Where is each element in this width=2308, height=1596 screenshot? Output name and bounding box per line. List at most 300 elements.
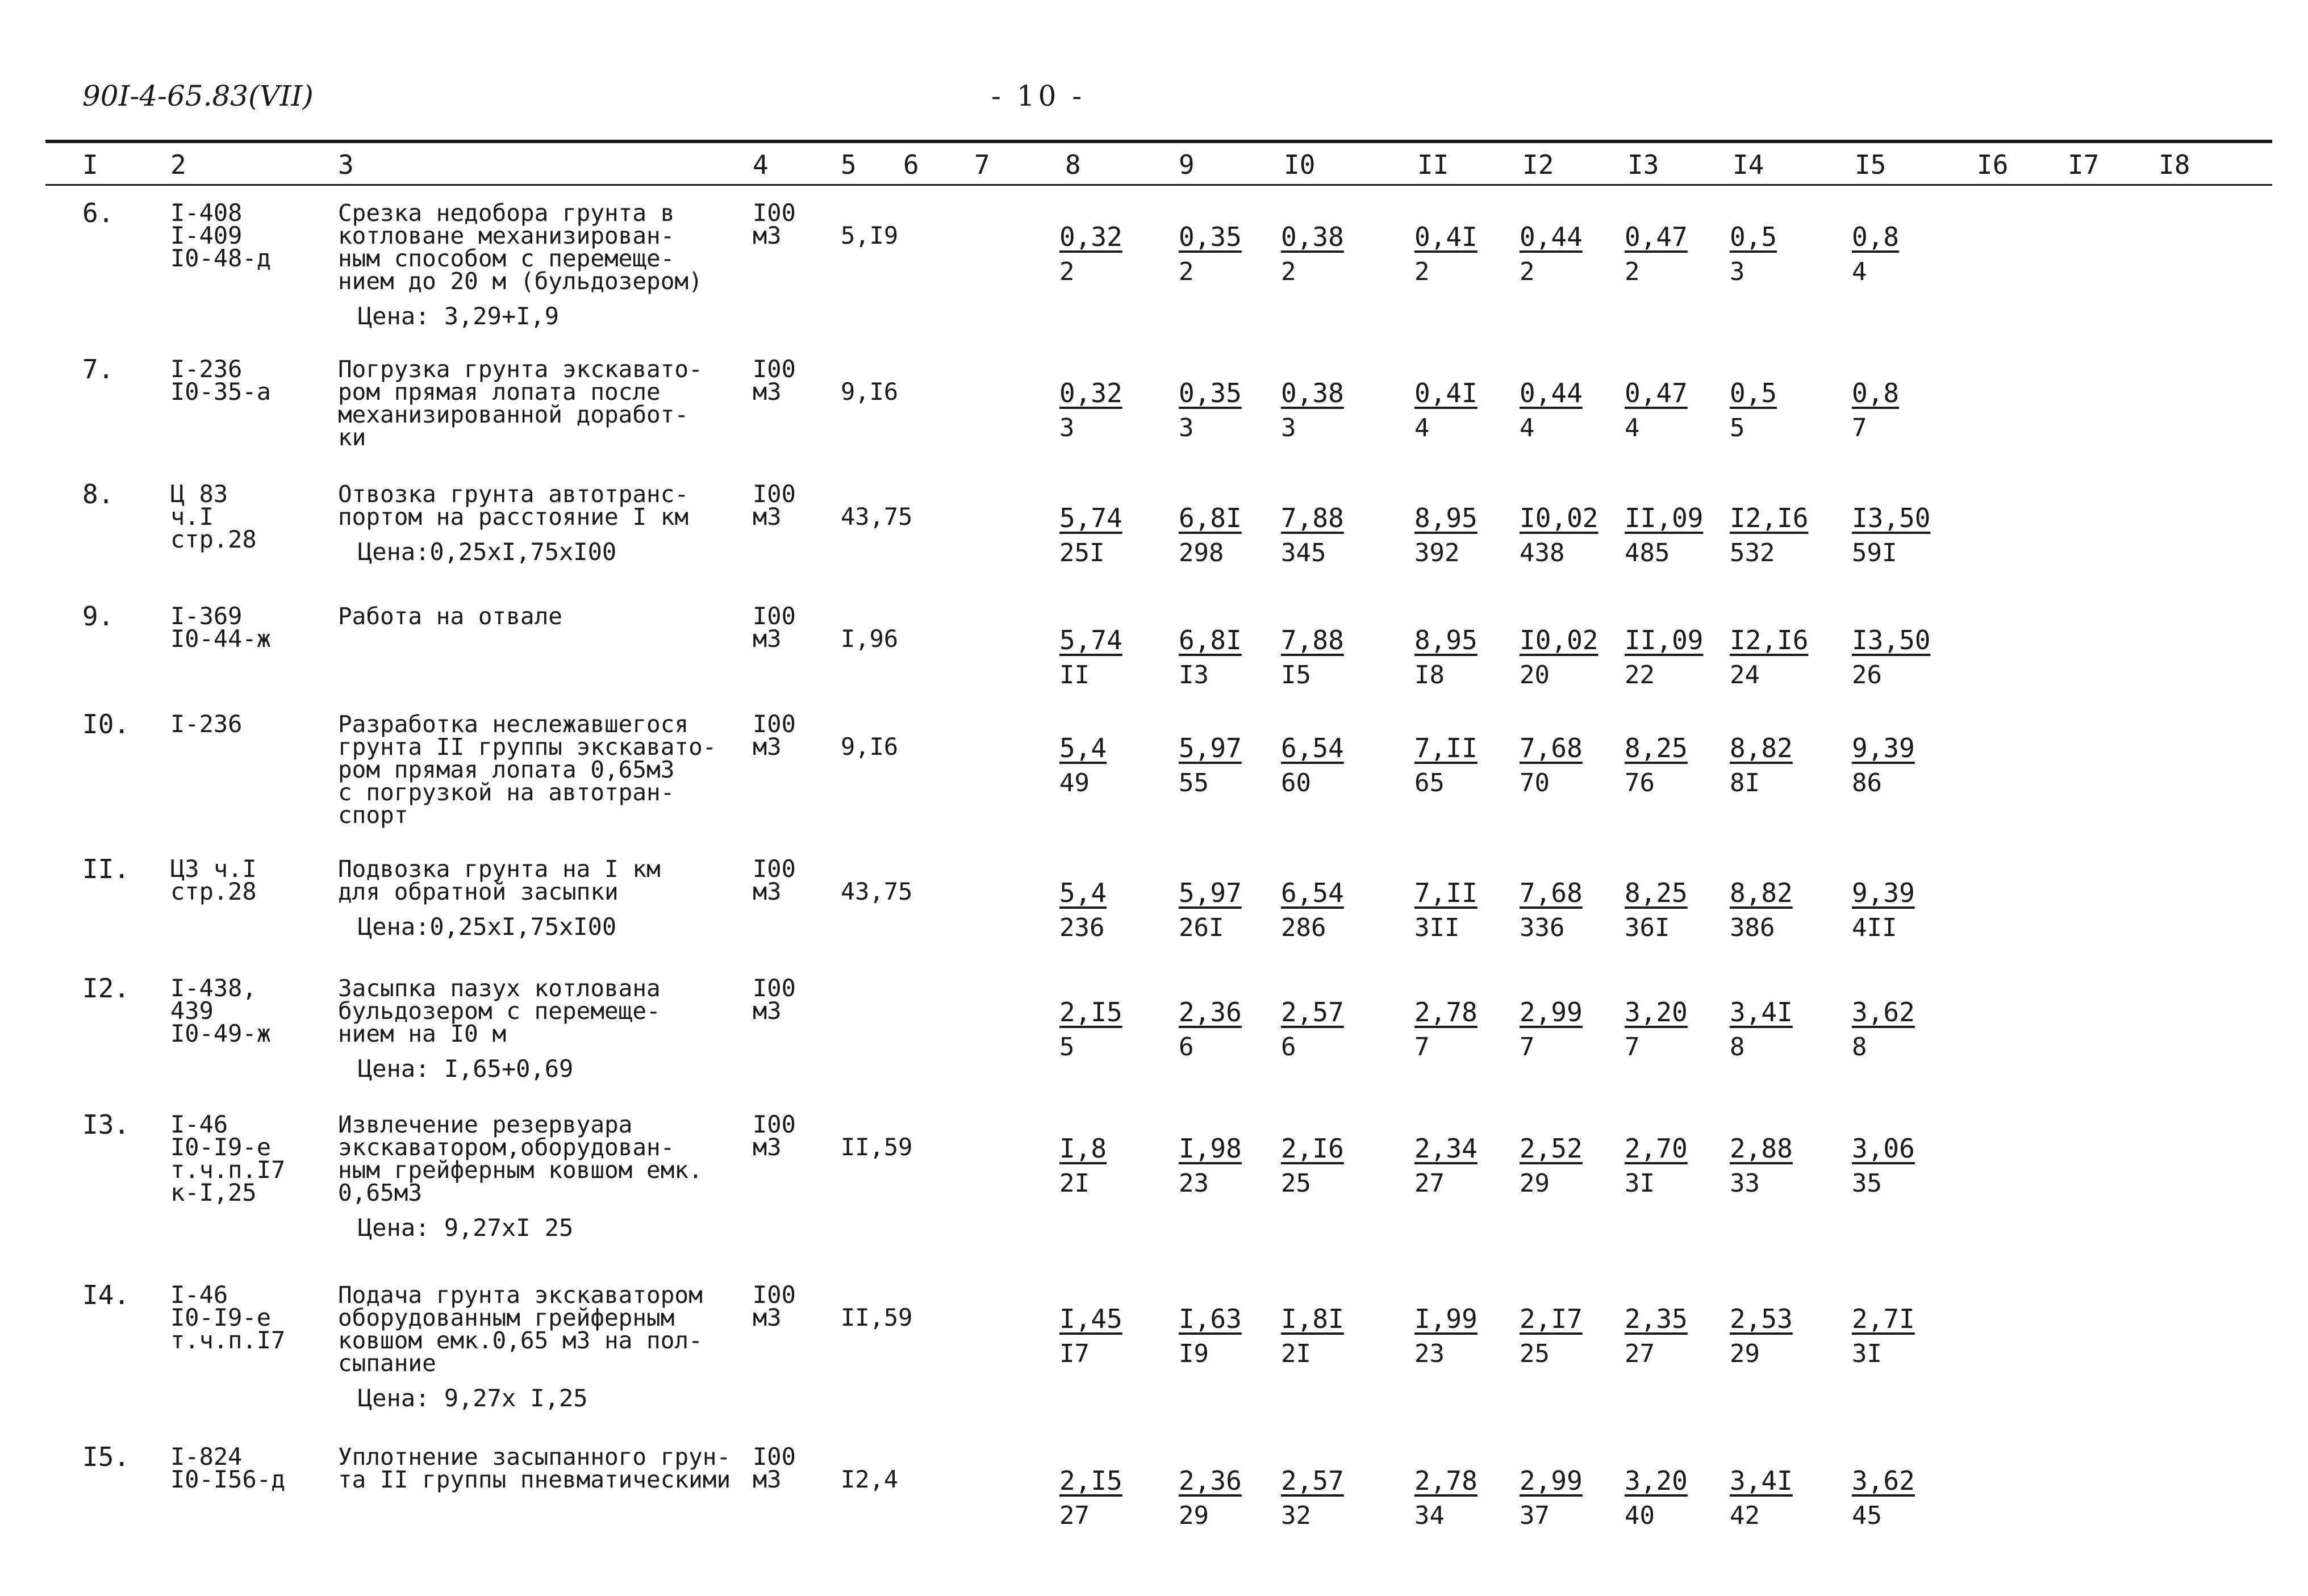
- quantity: II,59: [841, 1303, 913, 1331]
- value-bottom: 59I: [1852, 538, 1897, 567]
- norm-code: I-46 I0-I9-е т.ч.п.I7: [170, 1281, 286, 1354]
- value-pair: [1281, 1305, 1344, 1368]
- value-bottom: 27: [1625, 1339, 1655, 1368]
- value-top: 6,8I: [1179, 503, 1242, 533]
- value-bottom: 2: [1520, 257, 1535, 286]
- value-pair: [1059, 998, 1122, 1061]
- row-number: 8.: [82, 479, 114, 509]
- value-bottom: 386: [1730, 913, 1775, 942]
- column-header: I5: [1855, 149, 1887, 180]
- value-bottom: 29: [1179, 1501, 1209, 1530]
- work-description: Работа на отвале: [338, 603, 562, 630]
- value-top: 2,I5: [1059, 997, 1122, 1027]
- value-top: 2,78: [1414, 997, 1478, 1027]
- value-bottom: 298: [1179, 538, 1224, 567]
- price-formula: Цена:0,25хI,75хI00: [358, 913, 617, 941]
- value-bottom: 65: [1414, 768, 1445, 797]
- value-top: I0,02: [1520, 625, 1599, 655]
- value-bottom: 8: [1730, 1033, 1745, 1062]
- value-bottom: 36I: [1625, 913, 1670, 942]
- value-pair: [1059, 223, 1122, 286]
- value-top: 8,82: [1730, 878, 1793, 908]
- value-pair: [1730, 1467, 1793, 1530]
- value-pair: [1059, 1305, 1122, 1368]
- value-bottom: 55: [1179, 768, 1209, 797]
- norm-code: I-438, 439 I0-49-ж: [170, 974, 272, 1047]
- column-header: 4: [753, 149, 769, 180]
- value-bottom: 4: [1625, 413, 1640, 442]
- value-top: 0,5: [1730, 222, 1777, 252]
- value-pair: [1281, 1135, 1344, 1197]
- unit-of-measure: I00 м3: [753, 710, 796, 761]
- value-pair: [1059, 379, 1122, 442]
- value-pair: [1414, 504, 1478, 567]
- norm-code: Ц3 ч.I стр.28: [170, 855, 257, 905]
- value-top: 0,35: [1179, 222, 1242, 252]
- value-pair: [1179, 879, 1242, 942]
- column-header: 9: [1179, 149, 1195, 180]
- value-top: 0,4I: [1414, 222, 1478, 252]
- value-bottom: I3: [1179, 661, 1209, 690]
- value-bottom: 3: [1281, 413, 1296, 442]
- value-top: I,98: [1179, 1133, 1242, 1164]
- value-top: 3,4I: [1730, 997, 1793, 1027]
- value-top: 8,82: [1730, 733, 1793, 763]
- value-pair: [1179, 734, 1242, 797]
- value-pair: [1730, 998, 1793, 1061]
- value-bottom: 4: [1852, 257, 1867, 286]
- norm-code: I-236 I0-35-а: [170, 355, 272, 406]
- value-bottom: 76: [1625, 768, 1655, 797]
- value-top: 2,70: [1625, 1133, 1688, 1164]
- value-bottom: 392: [1414, 538, 1460, 567]
- value-pair: [1625, 223, 1688, 286]
- column-header: I2: [1522, 149, 1554, 180]
- value-top: 3,62: [1852, 997, 1915, 1027]
- value-pair: [1625, 734, 1688, 797]
- value-pair: [1179, 223, 1242, 286]
- value-pair: [1179, 1135, 1242, 1197]
- value-top: I0,02: [1520, 503, 1599, 533]
- value-pair: [1520, 1305, 1583, 1368]
- value-pair: [1852, 1305, 1915, 1368]
- value-bottom: 23: [1414, 1339, 1445, 1368]
- value-top: 2,57: [1281, 1465, 1344, 1496]
- value-top: 0,8: [1852, 222, 1900, 252]
- value-top: 2,34: [1414, 1133, 1478, 1164]
- value-pair: [1414, 626, 1478, 689]
- work-description: Извлечение резервуара экскаватором,оборудован- ным грейферным ковшом емк. 0,65м3: [338, 1111, 703, 1206]
- value-pair: [1520, 379, 1583, 442]
- column-header: 3: [338, 149, 354, 180]
- column-header: 5: [841, 149, 857, 180]
- value-bottom: 7: [1520, 1033, 1535, 1062]
- value-pair: [1281, 504, 1344, 567]
- unit-of-measure: I00 м3: [753, 1281, 796, 1331]
- value-bottom: 485: [1625, 538, 1670, 567]
- value-bottom: 27: [1059, 1501, 1090, 1530]
- value-top: 8,25: [1625, 878, 1688, 908]
- row-number: I5.: [82, 1442, 130, 1472]
- value-top: 3,62: [1852, 1465, 1915, 1496]
- column-header: I3: [1627, 149, 1659, 180]
- value-bottom: 40: [1625, 1501, 1655, 1530]
- value-bottom: 3II: [1414, 913, 1460, 942]
- value-top: I2,I6: [1730, 625, 1809, 655]
- unit-of-measure: I00 м3: [753, 199, 796, 249]
- value-pair: [1414, 379, 1478, 442]
- value-bottom: 37: [1520, 1501, 1550, 1530]
- value-pair: [1059, 879, 1107, 942]
- norm-code: I-236: [170, 710, 243, 738]
- value-top: I,8: [1059, 1133, 1107, 1164]
- value-pair: [1520, 504, 1598, 567]
- price-formula: Цена:0,25хI,75хI00: [358, 538, 617, 566]
- value-pair: [1520, 626, 1598, 689]
- value-top: I3,50: [1852, 503, 1931, 533]
- value-top: 0,35: [1179, 378, 1242, 408]
- value-top: 7,II: [1414, 733, 1478, 763]
- value-bottom: 2I: [1281, 1339, 1311, 1368]
- value-pair: [1520, 879, 1583, 942]
- value-pair: [1730, 1305, 1793, 1368]
- value-bottom: 26I: [1179, 913, 1224, 942]
- value-bottom: 25: [1520, 1339, 1550, 1368]
- row-number: I4.: [82, 1280, 130, 1310]
- value-pair: [1281, 998, 1344, 1061]
- value-pair: [1414, 734, 1478, 797]
- work-description: Отвозка грунта автотранс- портом на расстояние I км: [338, 481, 689, 530]
- value-pair: [1414, 1467, 1478, 1530]
- value-bottom: 2: [1625, 257, 1640, 286]
- row-number: II.: [82, 854, 130, 884]
- value-bottom: I9: [1179, 1339, 1209, 1368]
- value-pair: [1059, 504, 1122, 567]
- value-pair: [1281, 1467, 1344, 1530]
- quantity: II,59: [841, 1133, 913, 1161]
- column-header: 7: [974, 149, 990, 180]
- unit-of-measure: I00 м3: [753, 602, 796, 653]
- unit-of-measure: I00 м3: [753, 974, 796, 1025]
- value-bottom: 24: [1730, 661, 1760, 690]
- value-bottom: 4: [1520, 413, 1535, 442]
- value-pair: [1852, 734, 1915, 797]
- value-pair: [1852, 379, 1899, 442]
- norm-code: I-824 I0-I56-д: [170, 1443, 286, 1493]
- document-code: 90I-4-65.83(VII): [82, 80, 314, 112]
- work-description: Подача грунта экскаватором оборудованным грейферным ковшом емк.0,65 м3 на пол- сыпание: [338, 1281, 703, 1377]
- value-bottom: 42: [1730, 1501, 1760, 1530]
- value-pair: [1852, 223, 1899, 286]
- value-bottom: 3I: [1625, 1169, 1655, 1198]
- value-pair: [1059, 1467, 1122, 1530]
- unit-of-measure: I00 м3: [753, 1110, 796, 1161]
- value-top: 0,32: [1059, 378, 1122, 408]
- quantity: 9,I6: [841, 733, 899, 761]
- value-top: 2,I6: [1281, 1133, 1344, 1164]
- value-pair: [1520, 223, 1583, 286]
- value-top: 7,88: [1281, 625, 1344, 655]
- value-top: 2,99: [1520, 997, 1583, 1027]
- value-top: II,09: [1625, 625, 1704, 655]
- value-top: 7,II: [1414, 878, 1478, 908]
- value-top: 3,20: [1625, 997, 1688, 1027]
- norm-code: I-369 I0-44-ж: [170, 602, 272, 653]
- value-top: 0,44: [1520, 222, 1583, 252]
- price-formula: Цена: I,65+0,69: [358, 1055, 574, 1083]
- value-pair: [1852, 879, 1915, 942]
- value-bottom: 3I: [1852, 1339, 1882, 1368]
- value-bottom: 29: [1730, 1339, 1760, 1368]
- value-pair: [1179, 1305, 1242, 1368]
- value-pair: [1179, 504, 1242, 567]
- value-top: 2,I7: [1520, 1303, 1583, 1334]
- value-pair: [1730, 879, 1793, 942]
- value-bottom: 4: [1414, 413, 1430, 442]
- value-pair: [1852, 998, 1915, 1061]
- quantity: 43,75: [841, 503, 913, 530]
- value-top: 9,39: [1852, 878, 1915, 908]
- value-bottom: 34: [1414, 1501, 1445, 1530]
- value-top: 2,57: [1281, 997, 1344, 1027]
- value-pair: [1852, 504, 1930, 567]
- column-header: I4: [1733, 149, 1764, 180]
- value-pair: [1730, 734, 1793, 797]
- value-pair: [1730, 223, 1777, 286]
- value-top: 0,47: [1625, 222, 1688, 252]
- value-top: 5,97: [1179, 733, 1242, 763]
- unit-of-measure: I00 м3: [753, 355, 796, 406]
- value-pair: [1625, 1305, 1688, 1368]
- value-bottom: 3: [1179, 413, 1194, 442]
- work-description: Срезка недобора грунта в котловане механизирован- ным способом с перемеще- нием до 20 м (бульдозером): [338, 199, 703, 295]
- value-bottom: 23: [1179, 1169, 1209, 1198]
- value-top: 5,97: [1179, 878, 1242, 908]
- value-pair: [1852, 1467, 1915, 1530]
- column-header: I6: [1977, 149, 2009, 180]
- value-pair: [1625, 379, 1688, 442]
- norm-code: Ц 83 ч.I стр.28: [170, 480, 257, 553]
- value-top: 0,38: [1281, 378, 1344, 408]
- value-pair: [1281, 223, 1344, 286]
- value-pair: [1281, 379, 1344, 442]
- value-pair: [1281, 626, 1344, 689]
- row-number: I3.: [82, 1109, 130, 1140]
- value-top: I2,I6: [1730, 503, 1809, 533]
- unit-of-measure: I00 м3: [753, 480, 796, 530]
- unit-of-measure: I00 м3: [753, 855, 796, 905]
- value-top: II,09: [1625, 503, 1704, 533]
- value-bottom: 2: [1179, 257, 1194, 286]
- value-bottom: 2: [1281, 257, 1296, 286]
- table-top-rule: [45, 140, 2272, 143]
- value-pair: [1625, 626, 1703, 689]
- value-bottom: 2: [1059, 257, 1075, 286]
- value-bottom: 5: [1059, 1033, 1075, 1062]
- value-top: 5,74: [1059, 503, 1122, 533]
- value-bottom: 8: [1852, 1033, 1867, 1062]
- value-top: 8,25: [1625, 733, 1688, 763]
- value-top: 3,06: [1852, 1133, 1915, 1164]
- value-top: 2,I5: [1059, 1465, 1122, 1496]
- value-top: 3,20: [1625, 1465, 1688, 1496]
- value-top: 0,5: [1730, 378, 1777, 408]
- row-number: 6.: [82, 198, 114, 228]
- value-pair: [1520, 734, 1583, 797]
- value-pair: [1414, 1305, 1478, 1368]
- value-pair: [1179, 1467, 1242, 1530]
- value-bottom: 8I: [1730, 768, 1760, 797]
- value-bottom: 7: [1625, 1033, 1640, 1062]
- value-top: 8,95: [1414, 625, 1478, 655]
- value-top: 5,74: [1059, 625, 1122, 655]
- column-header: 6: [903, 149, 919, 180]
- value-bottom: 60: [1281, 768, 1311, 797]
- value-bottom: 86: [1852, 768, 1882, 797]
- column-header: 8: [1065, 149, 1081, 180]
- value-pair: [1414, 1135, 1478, 1197]
- column-header: 2: [170, 149, 186, 180]
- value-bottom: II: [1059, 661, 1090, 690]
- value-bottom: 3: [1059, 413, 1075, 442]
- value-top: 2,35: [1625, 1303, 1688, 1334]
- work-description: Погрузка грунта экскавато- ром прямая лопата после механизированной доработ- ки: [338, 356, 703, 451]
- value-top: I,45: [1059, 1303, 1122, 1334]
- value-bottom: 2: [1414, 257, 1430, 286]
- value-bottom: 33: [1730, 1169, 1760, 1198]
- column-header: II: [1417, 149, 1449, 180]
- value-bottom: I8: [1414, 661, 1445, 690]
- value-top: 7,68: [1520, 878, 1583, 908]
- row-number: 9.: [82, 601, 114, 632]
- value-bottom: 345: [1281, 538, 1326, 567]
- value-pair: [1520, 1467, 1583, 1530]
- value-bottom: 5: [1730, 413, 1745, 442]
- value-top: 7,88: [1281, 503, 1344, 533]
- value-bottom: 26: [1852, 661, 1882, 690]
- price-formula: Цена: 9,27х I,25: [358, 1384, 588, 1412]
- value-pair: [1730, 1135, 1793, 1197]
- value-bottom: 2I: [1059, 1169, 1090, 1198]
- value-bottom: 6: [1281, 1033, 1296, 1062]
- value-bottom: 35: [1852, 1169, 1882, 1198]
- value-bottom: 336: [1520, 913, 1565, 942]
- value-top: 5,4: [1059, 733, 1107, 763]
- value-bottom: 25I: [1059, 538, 1105, 567]
- value-top: 8,95: [1414, 503, 1478, 533]
- value-pair: [1730, 504, 1808, 567]
- price-formula: Цена: 9,27хI 25: [358, 1214, 574, 1242]
- value-pair: [1281, 879, 1344, 942]
- value-top: I,8I: [1281, 1303, 1344, 1334]
- value-top: 2,36: [1179, 997, 1242, 1027]
- column-header: I7: [2068, 149, 2100, 180]
- value-top: 6,54: [1281, 733, 1344, 763]
- value-bottom: 27: [1414, 1169, 1445, 1198]
- value-bottom: 6: [1179, 1033, 1194, 1062]
- value-top: 0,8: [1852, 378, 1900, 408]
- value-top: 7,68: [1520, 733, 1583, 763]
- value-bottom: 7: [1852, 413, 1867, 442]
- value-bottom: 20: [1520, 661, 1550, 690]
- value-pair: [1625, 504, 1703, 567]
- header-bottom-rule: [45, 184, 2272, 186]
- value-pair: [1059, 1135, 1107, 1197]
- work-description: Засыпка пазух котлована бульдозером с перемеще- нием на I0 м: [338, 975, 661, 1047]
- value-top: 2,52: [1520, 1133, 1583, 1164]
- value-top: 2,53: [1730, 1303, 1793, 1334]
- value-top: 0,44: [1520, 378, 1583, 408]
- value-top: 6,54: [1281, 878, 1344, 908]
- value-top: 0,47: [1625, 378, 1688, 408]
- value-bottom: 4II: [1852, 913, 1897, 942]
- value-bottom: 32: [1281, 1501, 1311, 1530]
- value-pair: [1059, 626, 1122, 689]
- value-bottom: 70: [1520, 768, 1550, 797]
- value-top: 2,88: [1730, 1133, 1793, 1164]
- value-top: 6,8I: [1179, 625, 1242, 655]
- quantity: 5,I9: [841, 222, 899, 249]
- value-pair: [1625, 879, 1688, 942]
- value-top: 0,32: [1059, 222, 1122, 252]
- value-top: 2,36: [1179, 1465, 1242, 1496]
- value-pair: [1730, 379, 1777, 442]
- row-number: I0.: [82, 709, 130, 739]
- quantity: 9,I6: [841, 378, 899, 406]
- value-bottom: 286: [1281, 913, 1326, 942]
- work-description: Подвозка грунта на I км для обратной засыпки: [338, 855, 661, 905]
- value-top: 2,99: [1520, 1465, 1583, 1496]
- value-pair: [1852, 626, 1930, 689]
- value-bottom: 532: [1730, 538, 1775, 567]
- norm-code: I-408 I-409 I0-48-д: [170, 199, 272, 272]
- norm-code: I-46 I0-I9-е т.ч.п.I7 к-I,25: [170, 1110, 286, 1206]
- value-top: 0,4I: [1414, 378, 1478, 408]
- value-bottom: 438: [1520, 538, 1565, 567]
- value-pair: [1281, 734, 1344, 797]
- value-bottom: 236: [1059, 913, 1105, 942]
- value-pair: [1852, 1135, 1915, 1197]
- value-bottom: 7: [1414, 1033, 1430, 1062]
- value-pair: [1059, 734, 1107, 797]
- value-top: I3,50: [1852, 625, 1931, 655]
- value-pair: [1520, 1135, 1583, 1197]
- value-pair: [1625, 1135, 1688, 1197]
- column-header: I0: [1284, 149, 1316, 180]
- value-bottom: 49: [1059, 768, 1090, 797]
- value-pair: [1179, 626, 1242, 689]
- value-top: 0,38: [1281, 222, 1344, 252]
- value-pair: [1414, 223, 1478, 286]
- value-pair: [1179, 998, 1242, 1061]
- value-bottom: 22: [1625, 661, 1655, 690]
- value-pair: [1730, 626, 1808, 689]
- column-header: I: [82, 149, 98, 180]
- value-pair: [1625, 1467, 1688, 1530]
- value-top: 2,78: [1414, 1465, 1478, 1496]
- page-number: - 10 -: [991, 80, 1086, 112]
- value-bottom: I7: [1059, 1339, 1090, 1368]
- row-number: I2.: [82, 973, 130, 1004]
- value-pair: [1414, 879, 1478, 942]
- price-formula: Цена: 3,29+I,9: [358, 302, 560, 330]
- work-description: Разработка неслежавшегося грунта II группы экскавато- ром прямая лопата 0,65м3 с погрузкой на автотран- спорт: [338, 711, 717, 829]
- quantity: I,96: [841, 625, 899, 653]
- value-top: 3,4I: [1730, 1465, 1793, 1496]
- value-pair: [1625, 998, 1688, 1061]
- value-top: 9,39: [1852, 733, 1915, 763]
- value-top: 2,7I: [1852, 1303, 1915, 1334]
